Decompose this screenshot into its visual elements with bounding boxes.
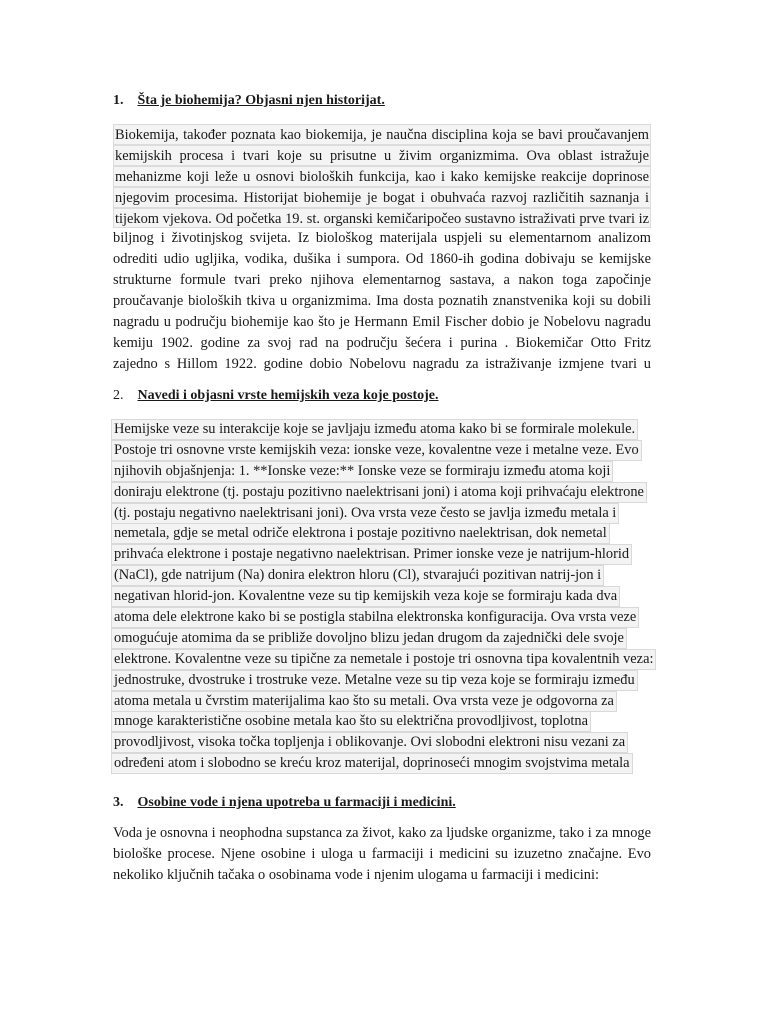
paragraph-line [111, 649, 656, 670]
paragraph-line-text: nemetala, gdje se metal odriče elektrona i postaje pozitivno naelektrisan, dok nemetal [111, 523, 610, 544]
paragraph-line: nekoliko ključnih tačaka o osobinama vode i njenim ulogama u farmaciji i medicini: [113, 866, 599, 883]
paragraph-line-text: jednostruke, dvostruke i trostruke veze. Metalne veze su tip veza koje se formiraju između [111, 670, 638, 691]
paragraph-line [111, 586, 656, 607]
paragraph-line: tijekom vjekova. Od početka 19. st. organski kemičaripočeo sustavno istraživati prve tvari iz [113, 208, 651, 229]
paragraph-line [111, 419, 656, 440]
paragraph-line [111, 753, 656, 774]
paragraph-line [111, 732, 656, 753]
section-2-heading [113, 388, 439, 404]
section-2-title: Navedi i objasni vrste hemijskih veza koje postoje. [137, 388, 439, 403]
paragraph-line-text: negativan hlorid-jon. Kovalentne veze su tip kemijskih veza koje se formiraju kada dva [111, 586, 620, 607]
paragraph-line [111, 628, 656, 649]
paragraph-line [111, 544, 656, 565]
section-1-heading [113, 93, 385, 109]
section-2-number: 2. [113, 388, 124, 403]
paragraph-line-text: atoma dele elektrone kako bi se postigla stabilna elektronska konfiguracija. Ova vrsta veze [111, 607, 639, 628]
paragraph-line: mehanizme koji leže u osnovi bioloških funkcija, kao i kako kemijske reakcije doprinose [113, 166, 651, 187]
paragraph-line: strukturne formule tvari preko njihova elementarnog sastava, a nakon toga započinje [113, 272, 651, 289]
paragraph-line: kemijskih procesa i tvari koje su prisutne u živim organizmima. Ova oblast istražuje [113, 145, 651, 166]
paragraph-line [111, 670, 656, 691]
paragraph-line-text: atoma metala u čvrstim materijalima kao što su metali. Ova vrsta veze je odgovorna za [111, 691, 617, 712]
paragraph-line: Biokemija, također poznata kao biokemija, je naučna disciplina koja se bavi proučavanjem [113, 124, 651, 145]
paragraph-line-text: njihovih objašnjenja: 1. **Ionske veze:** Ionske veze se formiraju između atoma koji [111, 461, 613, 482]
section-3-number: 3. [113, 795, 124, 810]
section-1-number: 1. [113, 93, 124, 108]
paragraph-line [111, 711, 656, 732]
section-3-title: Osobine vode i njena upotreba u farmaciji i medicini. [137, 795, 456, 810]
paragraph-line: zajedno s Hillom 1922. godine dobio Nobelovu nagradu za istraživanje izmjene tvari u [113, 355, 651, 372]
paragraph-line-text: određeni atom i slobodno se kreću kroz materijal, doprinoseći mnogim svojstvima metala [111, 753, 633, 774]
paragraph-line [111, 503, 656, 524]
paragraph-line: proučavanje bioloških tkiva u organizmima. Ima dosta poznatih znanstvenika koji su dobili [113, 293, 651, 310]
section-3-paragraph [113, 823, 651, 886]
paragraph-line-text: provodljivost, visoka točka topljenja i oblikovanje. Ovi slobodni elektroni nisu vezani za [111, 732, 628, 753]
paragraph-line: kemiju 1902. godine za svoj rad na području šećera i purina . Biokemičar Otto Fritz [113, 334, 651, 351]
paragraph-line: Voda je osnovna i neophodna supstanca za život, kako za ljudske organizme, tako i za mnoge [113, 825, 651, 841]
section-1-paragraph [113, 124, 651, 375]
paragraph-line: odrediti udio ugljika, vodika, dušika i sumpora. Od 1860-ih godina dobivaju se kemijske [113, 251, 651, 268]
section-3-heading [113, 795, 456, 811]
paragraph-line-text: omogućuje atomima da se približe dovoljno blizu jedan drugom da zajednički dele svoje [111, 628, 627, 649]
paragraph-line [111, 461, 656, 482]
paragraph-line [111, 691, 656, 712]
paragraph-line [111, 607, 656, 628]
paragraph-line [111, 565, 656, 586]
paragraph-line-text: (NaCl), gde natrijum (Na) donira elektron hloru (Cl), stvarajući pozitivan natrij-jon i [111, 565, 604, 586]
paragraph-line: biološke procese. Njene osobine i uloga u farmaciji i medicini su izuzetno značajne. Evo [113, 845, 651, 862]
paragraph-line-text: elektrone. Kovalentne veze su tipične za nemetale i postoje tri osnovna tipa kovalentnih veza: [111, 649, 656, 670]
paragraph-line-text: Postoje tri osnovne vrste kemijskih veza: ionske veze, kovalentne veze i metalne veze. Evo [111, 440, 642, 461]
paragraph-line-text: doniraju elektrone (tj. postaju pozitivno naelektrisani joni) i atoma koji prihvaćaju elektrone [111, 482, 647, 503]
paragraph-line-text: mnoge karakteristične osobine metala kao što su električna provodljivost, toplotna [111, 711, 591, 732]
section-1-title: Šta je biohemija? Objasni njen historijat. [137, 93, 385, 108]
paragraph-line: biljnog i životinjskog svijeta. Iz biološkog materijala uspjeli su elementarnom analizom [113, 230, 651, 247]
paragraph-line-text: Hemijske veze su interakcije koje se javljaju između atoma kako bi se formirale molekule. [111, 419, 638, 440]
section-2-paragraph [111, 419, 656, 774]
paragraph-line: njegovim procesima. Historijat biohemije je bogat i obuhvaća razvoj različitih saznanja i [113, 187, 651, 208]
paragraph-line-text: (tj. postaju negativno naelektrisani joni). Ova vrsta veze često se javlja između metala i [111, 503, 619, 524]
paragraph-line [111, 523, 656, 544]
paragraph-line [111, 482, 656, 503]
paragraph-line: nagradu u području biohemije kao što je Hermann Emil Fischer dobio je Nobelovu nagradu [113, 314, 651, 331]
paragraph-line [111, 440, 656, 461]
paragraph-line-text: prihvaća elektrone i postaje negativno naelektrisan. Primer ionske veze je natrijum-hlorid [111, 544, 632, 565]
